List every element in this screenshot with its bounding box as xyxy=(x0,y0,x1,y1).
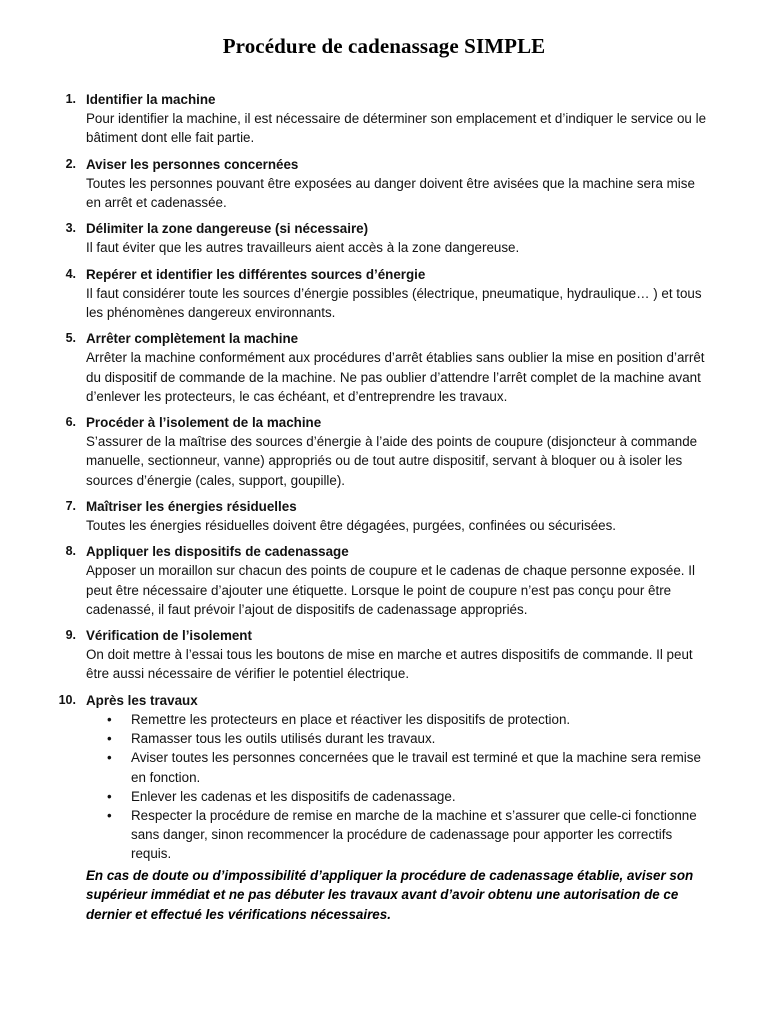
list-item-text: Respecter la procédure de remise en marche de la machine et s’assurer que celle-ci fonctionne sans danger, sinon recommencer la procédure de cadenassage pour apporter les correctifs requis. xyxy=(131,807,697,862)
step-title: Maîtriser les énergies résiduelles xyxy=(86,498,297,514)
step-5 xyxy=(0,329,768,406)
step-2 xyxy=(0,155,768,213)
warning-note: En cas de doute ou d’impossibilité d’appliquer la procédure de cadenassage établie, aviser son supérieur immédiat et ne pas débuter les travaux avant d’avoir obtenu une autorisation de ce dernier et effectué les vérifications nécessaires. xyxy=(86,868,694,922)
step-number: 7. xyxy=(65,498,76,513)
list-item xyxy=(86,748,712,786)
bullet-icon: • xyxy=(107,711,112,727)
step-3 xyxy=(0,219,768,257)
step-number: 4. xyxy=(65,266,76,281)
step-title: Arrêter complètement la machine xyxy=(86,331,299,347)
bullet-icon: • xyxy=(107,731,112,747)
after-work-list xyxy=(86,710,712,864)
bullet-icon: • xyxy=(107,807,112,823)
step-number: 8. xyxy=(65,544,76,559)
step-number: 2. xyxy=(65,156,76,171)
step-text: Pour identifier la machine, il est nécessaire de déterminer son emplacement et d’indiquer le service ou le bâtiment dont elle fait partie. xyxy=(86,111,707,146)
step-title: Délimiter la zone dangereuse (si nécessaire) xyxy=(86,221,369,237)
list-item-text: Ramasser tous les outils utilisés durant les travaux. xyxy=(131,731,436,747)
step-number: 6. xyxy=(65,415,76,430)
procedure-steps xyxy=(0,90,768,871)
step-title: Identifier la machine xyxy=(86,92,216,107)
step-text: Apposer un moraillon sur chacun des points de coupure et le cadenas de chaque personne exposée. Il peut être nécessaire d’ajouter une étiquette. Lorsque le point de coupure n’est pas conçu pour être cadenassé, il faut prévoir l’ajout de dispositifs de cadenassage appropriés. xyxy=(86,563,695,617)
list-item xyxy=(86,710,712,729)
list-item xyxy=(86,806,712,864)
step-10 xyxy=(0,691,768,864)
step-text: Arrêter la machine conformément aux procédures d’arrêt établies sans oublier la mise en position d’arrêt du dispositif de commande de la machine. Ne pas oublier d’attendre l’arrêt complet de la machine avant d’enlever les protecteurs, le cas échéant, et d’entreprendre les travaux. xyxy=(86,350,705,404)
bullet-icon: • xyxy=(107,788,112,804)
step-title: Vérification de l’isolement xyxy=(86,628,252,644)
list-item xyxy=(86,729,712,748)
step-7 xyxy=(0,497,768,535)
list-item-text: Enlever les cadenas et les dispositifs de cadenassage. xyxy=(131,788,456,804)
step-text: Toutes les personnes pouvant être exposées au danger doivent être avisées que la machine sera mise en arrêt et cadenassée. xyxy=(86,175,695,211)
step-number: 3. xyxy=(65,221,76,236)
step-8 xyxy=(0,542,768,619)
step-text: On doit mettre à l’essai tous les boutons de mise en marche et autres dispositifs de commande. Il peut être aussi nécessaire de vérifier le potentiel électrique. xyxy=(86,647,693,682)
step-text: Il faut éviter que les autres travailleurs aient accès à la zone dangereuse. xyxy=(86,240,520,256)
step-4 xyxy=(0,265,768,323)
step-title: Après les travaux xyxy=(86,692,198,708)
step-title: Procéder à l’isolement de la machine xyxy=(86,415,322,431)
step-title: Aviser les personnes concernées xyxy=(86,156,299,172)
page-title: Procédure de cadenassage SIMPLE xyxy=(222,34,546,58)
step-number: 5. xyxy=(65,331,76,346)
list-item-text: Remettre les protecteurs en place et réactiver les dispositifs de protection. xyxy=(131,711,571,727)
list-item-text: Aviser toutes les personnes concernées que le travail est terminé et que la machine sera remise en fonction. xyxy=(131,750,701,785)
bullet-icon: • xyxy=(107,750,112,766)
step-title: Repérer et identifier les différentes sources d’énergie xyxy=(86,266,426,282)
step-text: Toutes les énergies résiduelles doivent être dégagées, purgées, confinées ou sécurisées. xyxy=(86,518,617,534)
step-number: 9. xyxy=(65,628,76,643)
step-number: 1. xyxy=(65,92,76,106)
list-item xyxy=(86,787,712,806)
step-text: S’assurer de la maîtrise des sources d’énergie à l’aide des points de coupure (disjoncteur à commande manuelle, sectionneur, vanne) appropriés ou de tout autre dispositif, servant à bloquer ou à isoler les sources d’énergie (cales, support, goupille). xyxy=(86,434,698,488)
step-number: 10. xyxy=(58,692,76,707)
step-text: Il faut considérer toute les sources d’énergie possibles (électrique, pneumatique, hydraulique… ) et tous les phénomènes dangereux environnants. xyxy=(86,285,702,321)
step-1 xyxy=(0,90,768,148)
step-9 xyxy=(0,626,768,684)
step-title: Appliquer les dispositifs de cadenassage xyxy=(86,544,349,560)
step-6 xyxy=(0,413,768,490)
